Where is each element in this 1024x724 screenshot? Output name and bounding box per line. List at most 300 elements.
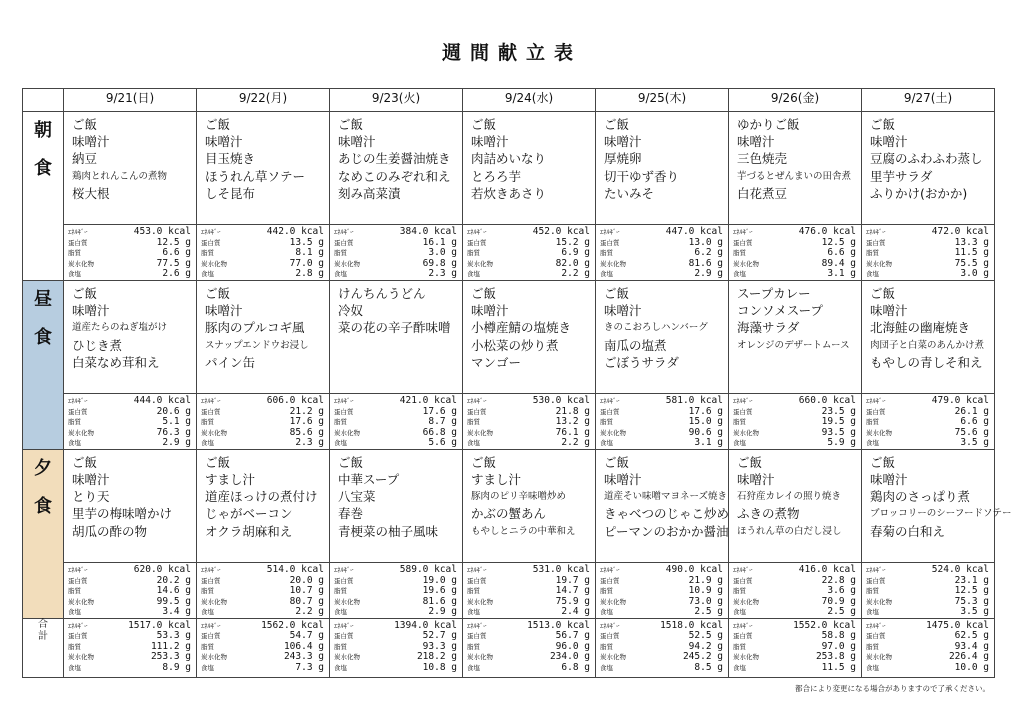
- nutrition-label: 炭水化物: [334, 597, 360, 606]
- dish-item: 春巻: [338, 506, 364, 522]
- nutrition-label: 蛋白質: [866, 576, 886, 585]
- nutrition-value: 20.0 g: [289, 574, 324, 586]
- nutrition-value: 12.5 g: [156, 236, 191, 248]
- nutrition-row-salt: [334, 607, 457, 618]
- nutrition-value: 81.6 g: [688, 257, 723, 269]
- menu-cell: [729, 449, 862, 562]
- nutrition-label: 食塩: [733, 608, 746, 617]
- nutrition-value: 52.7 g: [422, 630, 457, 642]
- nutrition-row-salt: [467, 438, 590, 449]
- dish-item: 中華スープ: [338, 472, 400, 488]
- dish-item: ご飯: [205, 285, 231, 301]
- meal-label-char: 夕: [34, 457, 52, 479]
- nutrition-value: 90.6 g: [688, 426, 723, 438]
- nutrition-value: 11.5 g: [821, 661, 856, 673]
- dish-item: たいみそ: [604, 185, 655, 201]
- nutrition-label: 蛋白質: [467, 632, 487, 641]
- nutrition-label: 蛋白質: [866, 238, 886, 247]
- dinner-label: [23, 449, 64, 618]
- meal-label-char: 食: [34, 326, 52, 348]
- nutrition-label: 炭水化物: [334, 653, 360, 662]
- nutrition-label: 脂質: [467, 418, 480, 427]
- nutrition-value: 21.8 g: [555, 405, 590, 417]
- menu-cell: [197, 112, 330, 225]
- nutrition-cell: [729, 394, 862, 450]
- nutrition-row-salt: [733, 607, 856, 618]
- nutrition-cell: [729, 618, 862, 677]
- dish-item: ご飯: [471, 285, 497, 301]
- nutrition-label: 炭水化物: [68, 653, 94, 662]
- nutrition-value: 620.0 kcal: [133, 564, 191, 576]
- nutrition-value: 93.3 g: [422, 640, 457, 652]
- nutrition-label: 食塩: [733, 663, 746, 672]
- dish-item: 切干ゆず香り: [604, 168, 680, 184]
- nutrition-value: 6.6 g: [162, 247, 191, 259]
- nutrition-value: 6.2 g: [694, 247, 723, 259]
- meal-label-char: 計: [38, 630, 48, 642]
- dish-item: 鶏肉とれんこんの煮物: [72, 170, 168, 182]
- nutrition-label: 蛋白質: [68, 632, 88, 641]
- dish-item: 厚焼卵: [604, 151, 642, 167]
- nutrition-label: 脂質: [733, 418, 746, 427]
- nutrition-label: 蛋白質: [600, 238, 620, 247]
- nutrition-label: 脂質: [68, 587, 81, 596]
- nutrition-value: 3.5 g: [960, 606, 989, 618]
- nutrition-value: 453.0 kcal: [133, 226, 191, 238]
- dish-item: ふりかけ(おかか): [870, 185, 968, 201]
- dish-item: 里芋サラダ: [870, 168, 933, 184]
- nutrition-value: 17.6 g: [422, 405, 457, 417]
- nutrition-label: 食塩: [68, 608, 81, 617]
- nutrition-row-salt: [866, 607, 989, 618]
- nutrition-cell: [64, 225, 197, 281]
- nutrition-label: 食塩: [467, 663, 480, 672]
- nutrition-value: 93.4 g: [954, 640, 989, 652]
- dish-item: 豚肉のピリ辛味噌炒め: [471, 491, 567, 503]
- nutrition-label: 蛋白質: [600, 407, 620, 416]
- nutrition-value: 75.6 g: [954, 426, 989, 438]
- nutrition-label: 炭水化物: [600, 428, 626, 437]
- dish-item: 納豆: [72, 151, 98, 167]
- nutrition-value: 2.5 g: [827, 606, 856, 618]
- nutrition-label: 食塩: [866, 663, 879, 672]
- nutrition-label: 蛋白質: [866, 407, 886, 416]
- nutrition-label: 蛋白質: [334, 576, 354, 585]
- dish-item: 味噌汁: [737, 134, 775, 150]
- nutrition-value: 62.5 g: [954, 630, 989, 642]
- nutrition-label: 蛋白質: [733, 576, 753, 585]
- breakfast-label: [23, 112, 64, 281]
- nutrition-label: 脂質: [866, 418, 879, 427]
- dish-item: ご飯: [870, 285, 896, 301]
- nutrition-value: 2.2 g: [295, 606, 324, 618]
- nutrition-cell: [862, 563, 995, 619]
- nutrition-value: 531.0 kcal: [532, 564, 590, 576]
- nutrition-label: 脂質: [334, 587, 347, 596]
- nutrition-label: 脂質: [733, 587, 746, 596]
- nutrition-label: 食塩: [201, 270, 214, 279]
- nutrition-value: 76.1 g: [555, 426, 590, 438]
- date-header: 9/27(土): [862, 89, 995, 112]
- nutrition-value: 12.5 g: [954, 585, 989, 597]
- dish-item: パイン缶: [205, 354, 256, 370]
- nutrition-label: 蛋白質: [201, 632, 221, 641]
- nutrition-label: ｴﾈﾙｷﾞｰ: [334, 397, 354, 406]
- dish-item: 味噌汁: [471, 134, 509, 150]
- nutrition-label: 食塩: [334, 608, 347, 617]
- nutrition-value: 234.0 g: [549, 651, 590, 663]
- nutrition-label: 蛋白質: [866, 632, 886, 641]
- dish-item: 味噌汁: [870, 303, 908, 319]
- nutrition-value: 13.2 g: [555, 416, 590, 428]
- nutrition-value: 2.8 g: [295, 268, 324, 280]
- nutrition-label: 炭水化物: [733, 597, 759, 606]
- nutrition-value: 384.0 kcal: [399, 226, 457, 238]
- date-header: 9/26(金): [729, 89, 862, 112]
- nutrition-label: ｴﾈﾙｷﾞｰ: [201, 566, 221, 575]
- nutrition-value: 421.0 kcal: [399, 395, 457, 407]
- dish-item: ご飯: [870, 454, 896, 470]
- nutrition-value: 77.0 g: [289, 257, 324, 269]
- nutrition-label: 炭水化物: [733, 428, 759, 437]
- nutrition-label: 食塩: [334, 439, 347, 448]
- nutrition-label: 炭水化物: [866, 597, 892, 606]
- nutrition-label: 脂質: [866, 249, 879, 258]
- nutrition-label: 食塩: [68, 663, 81, 672]
- nutrition-value: 75.5 g: [954, 257, 989, 269]
- dish-item: あじの生姜醤油焼き: [338, 151, 451, 167]
- nutrition-label: 炭水化物: [600, 597, 626, 606]
- nutrition-value: 17.6 g: [688, 405, 723, 417]
- nutrition-label: 食塩: [334, 270, 347, 279]
- nutrition-row-salt: [201, 269, 324, 280]
- nutrition-label: 食塩: [600, 663, 613, 672]
- menu-cell: [463, 112, 596, 225]
- nutrition-row-salt: [600, 438, 723, 449]
- nutrition-label: ｴﾈﾙｷﾞｰ: [733, 228, 753, 237]
- nutrition-value: 52.5 g: [688, 630, 723, 642]
- nutrition-label: 脂質: [334, 249, 347, 258]
- nutrition-value: 89.4 g: [821, 257, 856, 269]
- nutrition-value: 10.8 g: [422, 661, 457, 673]
- nutrition-value: 452.0 kcal: [532, 226, 590, 238]
- nutrition-value: 2.6 g: [162, 268, 191, 280]
- breakfast-dish-row: [23, 112, 995, 225]
- dish-item: 小松菜の炒り煮: [471, 337, 559, 353]
- nutrition-label: 炭水化物: [467, 597, 493, 606]
- nutrition-label: ｴﾈﾙｷﾞｰ: [334, 621, 354, 630]
- nutrition-value: 12.5 g: [821, 236, 856, 248]
- nutrition-value: 2.4 g: [561, 606, 590, 618]
- nutrition-value: 106.4 g: [283, 640, 324, 652]
- nutrition-label: ｴﾈﾙｷﾞｰ: [68, 566, 88, 575]
- dish-item: スープカレー: [737, 285, 811, 301]
- dish-item: 菜の花の辛子酢味噌: [338, 320, 451, 336]
- nutrition-cell: [463, 618, 596, 677]
- nutrition-cell: [197, 394, 330, 450]
- nutrition-label: 食塩: [733, 270, 746, 279]
- nutrition-value: 245.2 g: [682, 651, 723, 663]
- dish-item: マンゴー: [471, 354, 522, 370]
- nutrition-label: 食塩: [866, 608, 879, 617]
- nutrition-value: 6.6 g: [960, 416, 989, 428]
- dish-item: かぶの蟹あん: [471, 506, 547, 522]
- nutrition-label: 炭水化物: [201, 259, 227, 268]
- dish-item: 味噌汁: [205, 303, 243, 319]
- nutrition-value: 75.3 g: [954, 595, 989, 607]
- dish-item: 胡瓜の酢の物: [72, 523, 148, 539]
- dish-item: ご飯: [205, 117, 231, 132]
- meal-label-char: 昼: [34, 288, 52, 310]
- nutrition-label: 脂質: [467, 642, 480, 651]
- menu-cell: [862, 112, 995, 225]
- dish-item: ご飯: [604, 454, 630, 470]
- nutrition-row-salt: [334, 438, 457, 449]
- nutrition-label: ｴﾈﾙｷﾞｰ: [733, 566, 753, 575]
- dish-item: 道産ほっけの煮付け: [205, 489, 318, 505]
- nutrition-value: 56.7 g: [555, 630, 590, 642]
- nutrition-value: 2.3 g: [428, 268, 457, 280]
- nutrition-value: 97.0 g: [821, 640, 856, 652]
- lunch-nutrition-row: [23, 394, 995, 450]
- lunch-dish-row: [23, 280, 995, 393]
- nutrition-value: 6.9 g: [561, 247, 590, 259]
- weekly-menu-table: [22, 88, 1012, 678]
- nutrition-label: 炭水化物: [600, 653, 626, 662]
- menu-cell: [330, 449, 463, 562]
- nutrition-value: 1513.0 kcal: [527, 619, 590, 631]
- nutrition-value: 253.8 g: [815, 651, 856, 663]
- dish-item: けんちんうどん: [338, 285, 426, 301]
- nutrition-value: 11.5 g: [954, 247, 989, 259]
- nutrition-label: 脂質: [467, 587, 480, 596]
- nutrition-value: 111.2 g: [150, 640, 191, 652]
- nutrition-label: 脂質: [733, 249, 746, 258]
- dish-item: ひじき煮: [72, 337, 123, 353]
- nutrition-label: 脂質: [733, 642, 746, 651]
- nutrition-label: ｴﾈﾙｷﾞｰ: [600, 621, 620, 630]
- nutrition-label: 食塩: [733, 439, 746, 448]
- dish-item: じゃがベーコン: [205, 506, 293, 522]
- dish-item: 目玉焼き: [205, 151, 256, 167]
- nutrition-cell: [197, 563, 330, 619]
- nutrition-value: 5.9 g: [827, 437, 856, 449]
- date-header: 9/23(火): [330, 89, 463, 112]
- nutrition-label: 炭水化物: [866, 428, 892, 437]
- dish-item: オレンジのデザートムース: [737, 339, 850, 351]
- nutrition-label: 炭水化物: [733, 259, 759, 268]
- nutrition-label: ｴﾈﾙｷﾞｰ: [467, 566, 487, 575]
- nutrition-label: 脂質: [334, 418, 347, 427]
- date-header-row: [23, 89, 995, 112]
- nutrition-value: 6.8 g: [561, 661, 590, 673]
- nutrition-row-salt: [600, 607, 723, 618]
- nutrition-cell: [330, 225, 463, 281]
- nutrition-value: 96.0 g: [555, 640, 590, 652]
- dish-item: 味噌汁: [471, 303, 509, 319]
- dish-item: 海藻サラダ: [737, 320, 800, 336]
- dish-item: ご飯: [604, 117, 630, 132]
- nutrition-label: ｴﾈﾙｷﾞｰ: [600, 397, 620, 406]
- nutrition-cell: [463, 225, 596, 281]
- nutrition-label: 蛋白質: [733, 407, 753, 416]
- nutrition-value: 581.0 kcal: [665, 395, 723, 407]
- nutrition-label: 食塩: [201, 663, 214, 672]
- dish-item: ご飯: [471, 117, 497, 132]
- nutrition-cell: [596, 394, 729, 450]
- nutrition-label: ｴﾈﾙｷﾞｰ: [467, 621, 487, 630]
- dish-item: オクラ胡麻和え: [205, 523, 293, 539]
- nutrition-cell: [729, 225, 862, 281]
- nutrition-label: 蛋白質: [334, 632, 354, 641]
- nutrition-value: 69.8 g: [422, 257, 457, 269]
- dish-item: もやしとニラの中華和え: [471, 525, 576, 537]
- nutrition-label: 蛋白質: [467, 407, 487, 416]
- nutrition-value: 21.9 g: [688, 574, 723, 586]
- menu-cell: [862, 280, 995, 393]
- date-header: 9/24(水): [463, 89, 596, 112]
- nutrition-label: 蛋白質: [733, 238, 753, 247]
- dish-item: ご飯: [205, 454, 231, 470]
- nutrition-value: 80.7 g: [289, 595, 324, 607]
- nutrition-value: 479.0 kcal: [931, 395, 989, 407]
- nutrition-label: 食塩: [467, 270, 480, 279]
- nutrition-value: 22.8 g: [821, 574, 856, 586]
- nutrition-value: 1518.0 kcal: [660, 619, 723, 631]
- nutrition-cell: [330, 394, 463, 450]
- menu-cell: [64, 280, 197, 393]
- nutrition-value: 5.6 g: [428, 437, 457, 449]
- dish-item: 青梗菜の柚子風味: [338, 523, 439, 539]
- nutrition-value: 21.2 g: [289, 405, 324, 417]
- dinner-nutrition-row: [23, 563, 995, 619]
- nutrition-value: 58.8 g: [821, 630, 856, 642]
- nutrition-label: ｴﾈﾙｷﾞｰ: [68, 397, 88, 406]
- nutrition-value: 416.0 kcal: [798, 564, 856, 576]
- dish-item: 道産そい味噌マヨネーズ焼き: [604, 491, 728, 503]
- nutrition-label: 蛋白質: [201, 407, 221, 416]
- nutrition-cell: [463, 563, 596, 619]
- nutrition-value: 3.4 g: [162, 606, 191, 618]
- nutrition-row-salt: [201, 438, 324, 449]
- dish-item: 石狩産カレイの照り焼き: [737, 491, 842, 503]
- nutrition-value: 490.0 kcal: [665, 564, 723, 576]
- dish-item: もやしの青しそ和え: [870, 354, 983, 370]
- nutrition-value: 6.6 g: [827, 247, 856, 259]
- nutrition-label: ｴﾈﾙｷﾞｰ: [467, 397, 487, 406]
- nutrition-label: 炭水化物: [467, 653, 493, 662]
- nutrition-label: 炭水化物: [68, 428, 94, 437]
- nutrition-label: ｴﾈﾙｷﾞｰ: [600, 566, 620, 575]
- nutrition-row-salt: [600, 269, 723, 280]
- nutrition-label: 蛋白質: [467, 238, 487, 247]
- dish-item: ご飯: [72, 454, 98, 470]
- nutrition-value: 226.4 g: [948, 651, 989, 663]
- nutrition-label: ｴﾈﾙｷﾞｰ: [733, 397, 753, 406]
- nutrition-value: 447.0 kcal: [665, 226, 723, 238]
- nutrition-row-salt: [866, 269, 989, 280]
- dish-item: 味噌汁: [604, 472, 642, 488]
- nutrition-value: 99.5 g: [156, 595, 191, 607]
- nutrition-value: 13.3 g: [954, 236, 989, 248]
- dish-item: 道産たらのねぎ塩がけ: [72, 322, 168, 334]
- nutrition-value: 19.0 g: [422, 574, 457, 586]
- nutrition-value: 14.6 g: [156, 585, 191, 597]
- nutrition-label: ｴﾈﾙｷﾞｰ: [68, 621, 88, 630]
- dish-item: すまし汁: [205, 472, 256, 488]
- nutrition-label: 脂質: [600, 249, 613, 258]
- nutrition-label: 炭水化物: [733, 653, 759, 662]
- nutrition-label: 炭水化物: [201, 428, 227, 437]
- nutrition-row-salt: [68, 663, 191, 674]
- nutrition-value: 13.0 g: [688, 236, 723, 248]
- nutrition-row-salt: [334, 663, 457, 674]
- nutrition-value: 26.1 g: [954, 405, 989, 417]
- nutrition-label: 脂質: [866, 587, 879, 596]
- nutrition-row-salt: [733, 663, 856, 674]
- dish-item: 肉団子と白菜のあんかけ煮: [870, 339, 985, 351]
- menu-cell: [862, 449, 1012, 562]
- dish-item: ほうれん草ソテー: [205, 168, 306, 184]
- meal-label-char: 食: [34, 158, 52, 179]
- menu-cell: [596, 112, 729, 225]
- nutrition-row-salt: [201, 663, 324, 674]
- nutrition-value: 472.0 kcal: [931, 226, 989, 238]
- dish-item: 芋づるとぜんまいの田舎煮: [737, 170, 852, 182]
- nutrition-value: 530.0 kcal: [532, 395, 590, 407]
- nutrition-cell: [596, 618, 729, 677]
- nutrition-label: 脂質: [68, 642, 81, 651]
- nutrition-value: 2.3 g: [295, 437, 324, 449]
- nutrition-value: 17.6 g: [289, 416, 324, 428]
- nutrition-label: ｴﾈﾙｷﾞｰ: [866, 621, 886, 630]
- nutrition-label: 食塩: [68, 270, 81, 279]
- nutrition-label: 蛋白質: [68, 576, 88, 585]
- nutrition-cell: [862, 225, 995, 281]
- dish-item: 味噌汁: [870, 472, 908, 488]
- nutrition-row-salt: [866, 663, 989, 674]
- nutrition-row-salt: [201, 607, 324, 618]
- nutrition-cell: [596, 225, 729, 281]
- dish-item: 肉詰めいなり: [471, 151, 547, 167]
- nutrition-value: 23.1 g: [954, 574, 989, 586]
- nutrition-value: 20.6 g: [156, 405, 191, 417]
- meal-label-char: 朝: [34, 120, 52, 141]
- dish-item: ピーマンのおかか醤油: [604, 523, 729, 539]
- nutrition-row-salt: [68, 269, 191, 280]
- nutrition-value: 10.7 g: [289, 585, 324, 597]
- nutrition-value: 75.9 g: [555, 595, 590, 607]
- nutrition-cell: [64, 563, 197, 619]
- nutrition-label: 食塩: [68, 439, 81, 448]
- nutrition-row-salt: [467, 663, 590, 674]
- nutrition-label: 蛋白質: [600, 576, 620, 585]
- nutrition-value: 2.5 g: [694, 606, 723, 618]
- nutrition-row-salt: [68, 607, 191, 618]
- nutrition-label: 蛋白質: [68, 407, 88, 416]
- dish-item: ほうれん草の白だし浸し: [737, 525, 842, 537]
- menu-cell: [330, 280, 463, 393]
- nutrition-label: 食塩: [467, 439, 480, 448]
- dish-item: 味噌汁: [72, 303, 110, 319]
- nutrition-cell: [330, 618, 463, 677]
- dish-item: 小樽産鯖の塩焼き: [471, 320, 572, 336]
- nutrition-value: 85.6 g: [289, 426, 324, 438]
- dish-item: ご飯: [338, 117, 364, 132]
- nutrition-label: ｴﾈﾙｷﾞｰ: [866, 566, 886, 575]
- nutrition-label: 食塩: [201, 439, 214, 448]
- nutrition-value: 524.0 kcal: [931, 564, 989, 576]
